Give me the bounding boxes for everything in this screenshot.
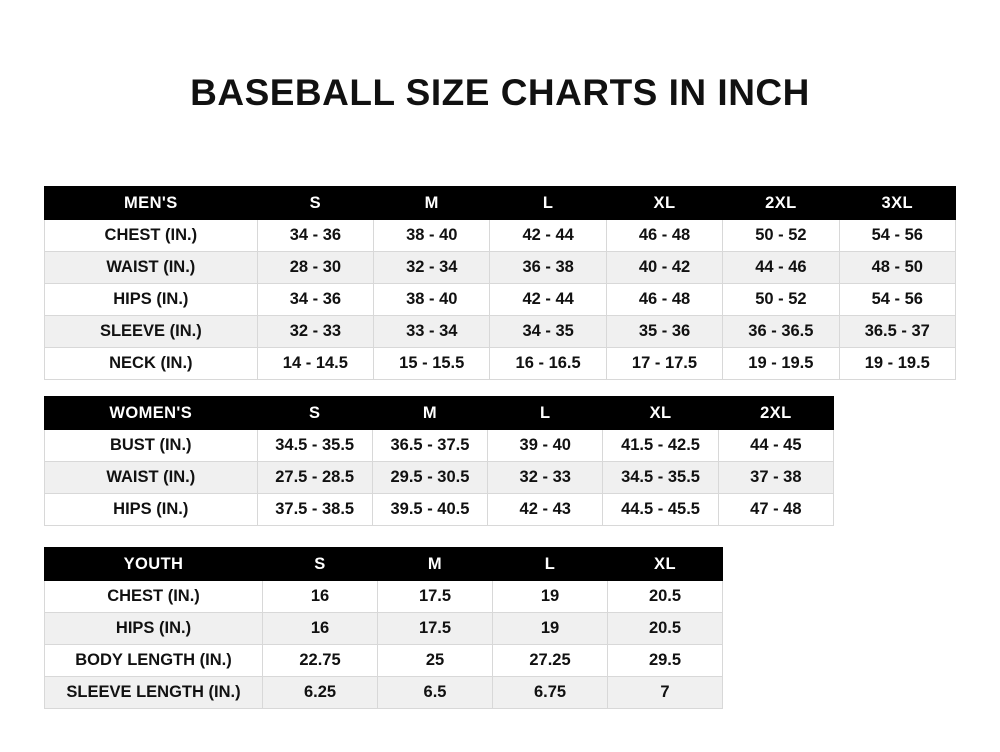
row-label: SLEEVE (IN.) <box>45 316 258 348</box>
table-row <box>45 430 834 462</box>
column-header: XL <box>608 548 723 581</box>
column-header: S <box>263 548 378 581</box>
table-cell: 42 - 43 <box>488 494 603 526</box>
table-cell: 39.5 - 40.5 <box>372 494 487 526</box>
table-cell: 19 <box>493 581 608 613</box>
table-cell: 39 - 40 <box>488 430 603 462</box>
column-header: M <box>378 548 493 581</box>
row-label: HIPS (IN.) <box>45 613 263 645</box>
table-cell: 37.5 - 38.5 <box>257 494 372 526</box>
table-cell: 17 - 17.5 <box>606 348 722 380</box>
table-cell: 19 - 19.5 <box>839 348 955 380</box>
column-header: 3XL <box>839 187 955 220</box>
column-header: XL <box>603 397 718 430</box>
table-cell: 17.5 <box>378 613 493 645</box>
mens-size-table <box>44 186 956 380</box>
table-cell: 34.5 - 35.5 <box>257 430 372 462</box>
row-label: CHEST (IN.) <box>45 581 263 613</box>
table-cell: 41.5 - 42.5 <box>603 430 718 462</box>
table-cell: 19 - 19.5 <box>723 348 839 380</box>
column-header: MEN'S <box>45 187 258 220</box>
column-header: S <box>257 397 372 430</box>
table-cell: 20.5 <box>608 613 723 645</box>
table-cell: 19 <box>493 613 608 645</box>
table-row <box>45 348 956 380</box>
table-cell: 29.5 <box>608 645 723 677</box>
column-header: L <box>488 397 603 430</box>
table-cell: 35 - 36 <box>606 316 722 348</box>
table-row <box>45 462 834 494</box>
table-cell: 7 <box>608 677 723 709</box>
table-cell: 32 - 33 <box>257 316 373 348</box>
table-cell: 36.5 - 37.5 <box>372 430 487 462</box>
table-cell: 16 <box>263 581 378 613</box>
table-cell: 54 - 56 <box>839 284 955 316</box>
table-cell: 48 - 50 <box>839 252 955 284</box>
row-label: NECK (IN.) <box>45 348 258 380</box>
column-header: M <box>374 187 490 220</box>
row-label: CHEST (IN.) <box>45 220 258 252</box>
table-row <box>45 613 723 645</box>
table-cell: 36 - 36.5 <box>723 316 839 348</box>
table-cell: 25 <box>378 645 493 677</box>
table-cell: 40 - 42 <box>606 252 722 284</box>
page-title: BASEBALL SIZE CHARTS IN INCH <box>190 72 810 113</box>
column-header: YOUTH <box>45 548 263 581</box>
table-row <box>45 220 956 252</box>
table-cell: 42 - 44 <box>490 220 606 252</box>
row-label: HIPS (IN.) <box>45 284 258 316</box>
column-header: L <box>493 548 608 581</box>
row-label: WAIST (IN.) <box>45 252 258 284</box>
table-row <box>45 494 834 526</box>
table-cell: 44 - 46 <box>723 252 839 284</box>
table-row <box>45 645 723 677</box>
table-cell: 34 - 36 <box>257 284 373 316</box>
column-header: 2XL <box>723 187 839 220</box>
table-cell: 50 - 52 <box>723 220 839 252</box>
table-cell: 20.5 <box>608 581 723 613</box>
column-header: L <box>490 187 606 220</box>
table-cell: 47 - 48 <box>718 494 833 526</box>
row-label: SLEEVE LENGTH (IN.) <box>45 677 263 709</box>
table-cell: 34 - 35 <box>490 316 606 348</box>
row-label: BUST (IN.) <box>45 430 258 462</box>
table-row <box>45 581 723 613</box>
row-label: WAIST (IN.) <box>45 462 258 494</box>
table-cell: 38 - 40 <box>374 284 490 316</box>
table-cell: 22.75 <box>263 645 378 677</box>
table-cell: 15 - 15.5 <box>374 348 490 380</box>
table-header-row <box>45 548 723 581</box>
table-cell: 54 - 56 <box>839 220 955 252</box>
column-header: M <box>372 397 487 430</box>
table-cell: 32 - 34 <box>374 252 490 284</box>
table-cell: 17.5 <box>378 581 493 613</box>
table-row <box>45 284 956 316</box>
table-cell: 32 - 33 <box>488 462 603 494</box>
table-cell: 29.5 - 30.5 <box>372 462 487 494</box>
table-cell: 28 - 30 <box>257 252 373 284</box>
column-header: XL <box>606 187 722 220</box>
table-cell: 27.5 - 28.5 <box>257 462 372 494</box>
table-cell: 34.5 - 35.5 <box>603 462 718 494</box>
table-cell: 46 - 48 <box>606 220 722 252</box>
table-cell: 34 - 36 <box>257 220 373 252</box>
table-cell: 38 - 40 <box>374 220 490 252</box>
youth-size-table <box>44 547 723 709</box>
table-cell: 44 - 45 <box>718 430 833 462</box>
table-cell: 6.75 <box>493 677 608 709</box>
column-header: WOMEN'S <box>45 397 258 430</box>
table-row <box>45 677 723 709</box>
table-row <box>45 252 956 284</box>
table-cell: 50 - 52 <box>723 284 839 316</box>
table-cell: 42 - 44 <box>490 284 606 316</box>
table-cell: 36.5 - 37 <box>839 316 955 348</box>
table-cell: 27.25 <box>493 645 608 677</box>
table-cell: 14 - 14.5 <box>257 348 373 380</box>
table-cell: 44.5 - 45.5 <box>603 494 718 526</box>
row-label: HIPS (IN.) <box>45 494 258 526</box>
column-header: S <box>257 187 373 220</box>
table-header-row <box>45 187 956 220</box>
table-cell: 16 <box>263 613 378 645</box>
table-cell: 33 - 34 <box>374 316 490 348</box>
table-cell: 46 - 48 <box>606 284 722 316</box>
table-header-row <box>45 397 834 430</box>
table-cell: 37 - 38 <box>718 462 833 494</box>
table-cell: 16 - 16.5 <box>490 348 606 380</box>
column-header: 2XL <box>718 397 833 430</box>
womens-size-table <box>44 396 834 526</box>
table-cell: 6.25 <box>263 677 378 709</box>
table-cell: 36 - 38 <box>490 252 606 284</box>
table-cell: 6.5 <box>378 677 493 709</box>
row-label: BODY LENGTH (IN.) <box>45 645 263 677</box>
table-row <box>45 316 956 348</box>
